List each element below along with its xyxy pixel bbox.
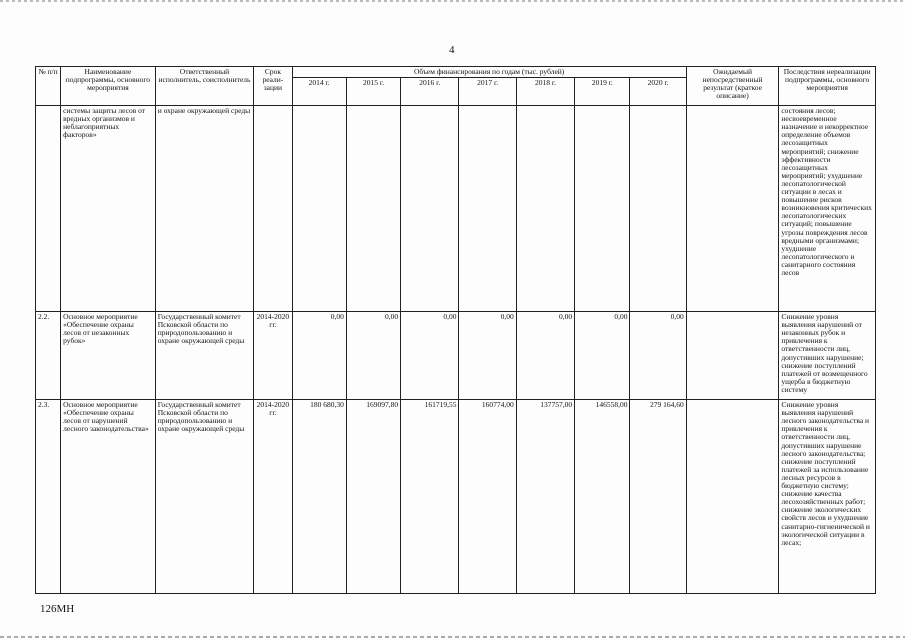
header-year: 2019 г. xyxy=(575,78,630,106)
row-result xyxy=(686,400,779,594)
row-value xyxy=(292,106,346,312)
scan-bottom-edge xyxy=(0,636,905,638)
header-year: 2014 г. xyxy=(292,78,346,106)
row-value xyxy=(459,106,516,312)
row-value: 0,00 xyxy=(516,312,574,400)
row-value: 0,00 xyxy=(292,312,346,400)
row-value: 160774,00 xyxy=(459,400,516,594)
header-year: 2018 г. xyxy=(516,78,574,106)
row-term: 2014-2020 гг. xyxy=(254,400,292,594)
row-value: 279 164,60 xyxy=(630,400,686,594)
row-value: 0,00 xyxy=(401,312,459,400)
row-value: 0,00 xyxy=(630,312,686,400)
row-num: 2.3. xyxy=(36,400,61,594)
row-responsible: Государственный комитет Псковской области по природопользованию и охране окружающей среды xyxy=(155,312,254,400)
header-year: 2015 г. xyxy=(346,78,400,106)
header-consequences: Последствия нереализации подпрограммы, основного мероприятия xyxy=(779,67,876,106)
header-term: Срок реали-зации xyxy=(254,67,292,106)
row-value: 146558,00 xyxy=(575,400,630,594)
header-name: Наименование подпрограммы, основного мероприятия xyxy=(61,67,156,106)
row-result xyxy=(686,106,779,312)
row-value: 169097,80 xyxy=(346,400,400,594)
row-value: 0,00 xyxy=(459,312,516,400)
row-num xyxy=(36,106,61,312)
row-term: 2014-2020 гг. xyxy=(254,312,292,400)
scan-top-edge xyxy=(0,0,905,2)
header-num: № п/п xyxy=(36,67,61,106)
row-consequences: состояния лесов; несвоевременное назначение и некорректное определение объемов лесозащитных мероприятий; снижение эффективности лесозащитных мероприятий; ухудшение лесопатологической ситуации в лесах и повышение рисков возникновения критических лесопатологических ситуаций; повышение угрозы повреждения лесов вредными организмами; ухудшение лесопатологического и санитарного состояния лесов xyxy=(779,106,876,312)
header-responsible: Ответственный исполнитель, соисполнитель xyxy=(155,67,254,106)
header-year: 2017 г. xyxy=(459,78,516,106)
header-row-top xyxy=(36,67,876,78)
financing-table xyxy=(35,66,876,594)
row-responsible: и охране окружающей среды xyxy=(155,106,254,312)
row-value: 0,00 xyxy=(575,312,630,400)
row-result xyxy=(686,312,779,400)
header-year: 2016 г. xyxy=(401,78,459,106)
row-value xyxy=(516,106,574,312)
row-term xyxy=(254,106,292,312)
row-value: 180 680,30 xyxy=(292,400,346,594)
row-name: Основное мероприятие «Обеспечение охраны лесов от нарушений лесного законодательства» xyxy=(61,400,156,594)
document-code: 126МН xyxy=(40,603,75,615)
table-row xyxy=(36,312,876,400)
row-value xyxy=(346,106,400,312)
row-value xyxy=(630,106,686,312)
row-responsible: Государственный комитет Псковской области по природопользованию и охране окружающей среды xyxy=(155,400,254,594)
header-financing: Объем финансирования по годам (тыс. рублей) xyxy=(292,67,686,78)
header-result: Ожидаемый непосредственный результат (краткое описание) xyxy=(686,67,779,106)
table-row xyxy=(36,106,876,312)
row-name: Основное мероприятие «Обеспечение охраны лесов от незаконных рубок» xyxy=(61,312,156,400)
row-value xyxy=(575,106,630,312)
row-consequences: Снижение уровня выявления нарушений от незаконных рубок и привлечения к ответственности лиц, допустивших нарушение; снижение поступлений платежей от возмещенного ущерба в бюджетную систему xyxy=(779,312,876,400)
row-value: 137757,00 xyxy=(516,400,574,594)
row-value: 161719,55 xyxy=(401,400,459,594)
header-year: 2020 г. xyxy=(630,78,686,106)
row-consequences: Снижение уровня выявления нарушений лесного законодательства и привлечения к ответственности лиц, допустивших нарушение лесного законодательства; снижение поступлений платежей за использование лесных ресурсов в бюджетную систему; снижение качества лесохозяйственных работ; снижение экологических свойств лесов и ухудшение санитарно-гигиенической и экологической ситуации в лесах; xyxy=(779,400,876,594)
row-value: 0,00 xyxy=(346,312,400,400)
row-num: 2.2. xyxy=(36,312,61,400)
page-number: 4 xyxy=(449,44,455,56)
table-row xyxy=(36,400,876,594)
row-name: системы защиты лесов от вредных организмов и неблагоприятных факторов» xyxy=(61,106,156,312)
row-value xyxy=(401,106,459,312)
